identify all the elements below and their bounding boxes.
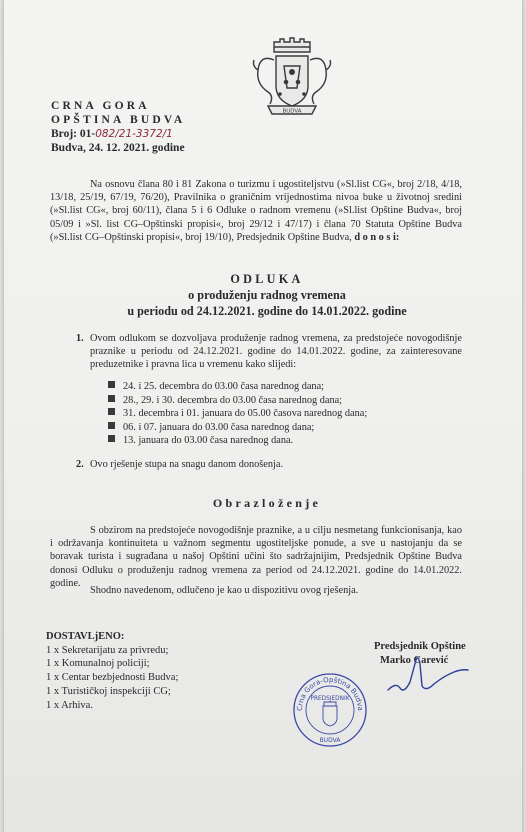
document-page <box>4 0 522 832</box>
preamble-text: Na osnovu člana 80 i 81 Zakona o turizmu i ugostiteljstvu (»Sl.list CG«, broj 2/18, 4/18, 13/18, 25/19, 67/19, 76/20), Pravilnika o graničnim vrijednostima nivoa buke u životnoj sredini (»Sl.list CG«, broj 60/11), člana 5 i 6 Odluke o radnom vremenu (»Sl.list Opštine Budva«, broj 05/09 i »Sl. list CG–Opštinski propisi«, broj 29/12 i 47/17) i člana 70 Statuta Opštine Budva (»Sl.list CG–Opštinski propisi«, broj 19/10), Predsjednik Opštine Budva, <box>50 179 462 243</box>
distribution-item: 1 x Arhiva. <box>46 699 93 711</box>
stamp-center-text: PREDSJEDNIK <box>310 696 350 702</box>
reasoning-title: Obrazloženje <box>212 496 322 510</box>
item1-bullet-list <box>108 380 367 448</box>
decision-title: ODLUKA <box>230 272 304 286</box>
distribution-item: 1 x Centar bezbjednosti Budva; <box>46 672 179 684</box>
reference-label: Broj: 01- <box>51 128 96 140</box>
budva-coat-of-arms <box>250 36 334 122</box>
preamble-paragraph <box>50 178 462 244</box>
distribution-list <box>46 630 178 712</box>
reference-handwritten: 082/21-3372/1 <box>95 128 173 140</box>
crest-banner-text: BUDVA <box>282 108 302 115</box>
square-bullet-icon <box>108 422 115 429</box>
header-municipality: OPŠTINA BUDVA <box>51 114 186 126</box>
stamp-bottom-text: BUDVA <box>319 737 341 744</box>
reasoning-paragraph-2: Shodno navedenom, odlučeno je kao u dispozitivu ovog rješenja. <box>90 585 359 596</box>
square-bullet-icon <box>108 381 115 388</box>
distribution-item: 1 x Turističkoj inspekciji CG; <box>46 685 171 697</box>
distribution-item: 1 x Sekretarijatu za privredu; <box>46 644 169 656</box>
decision-period: u periodu od 24.12.2021. godine do 14.01.2022. godine <box>127 304 407 318</box>
bullet-item: 06. i 07. januara do 03.00 časa narednog dana; <box>108 421 367 435</box>
signature-role: Predsjednik Opštine <box>374 641 466 652</box>
item1-number: 1. <box>76 333 84 344</box>
bullet-item: 31. decembra i 01. januara do 05.00 časova narednog dana; <box>108 407 367 421</box>
reasoning-paragraph-1: S obzirom na predstojeće novogodišnje praznike, a u cilju nesmetang funkcionisanja, kao i održavanja kontinuiteta u važnom segmentu ugostiteljske ponude, a sve u nastojanju da se boravak turista i sugrađana u našoj Opštini učini što sadržajnijim, Predsjednik Opštine Budva donosi Odluku o produženju radnog vremena za period od 24.12.2021. godine do 14.01.2022. godine. <box>50 525 462 589</box>
handwritten-signature <box>382 652 470 698</box>
distribution-item: 1 x Komunalnoj policiji; <box>46 658 150 670</box>
bullet-item: 13. januara do 03.00 časa narednog dana. <box>108 434 367 448</box>
preamble-donosi: d o n o s i: <box>354 231 400 243</box>
stamp-crest-icon <box>323 702 337 726</box>
header-place-date: Budva, 24. 12. 2021. godine <box>51 142 185 154</box>
distribution-title: DOSTAVLjENO: <box>46 631 125 642</box>
bullet-item: 24. i 25. decembra do 03.00 časa narednog dana; <box>108 380 367 394</box>
signature-name: Marko Carević <box>380 655 449 666</box>
item1-text: Ovom odlukom se dozvoljava produženje radnog vremena, za predstojeće novogodišnje praznike u periodu od 24.12.2021. godine do 14.01.2022. godine, za zainteresovane preduzetnike i pravna lica u vremenu kako slijedi: <box>90 333 462 370</box>
decision-subtitle: o produženju radnog vremena <box>188 288 346 302</box>
square-bullet-icon <box>108 408 115 415</box>
header-reference <box>51 128 173 140</box>
square-bullet-icon <box>108 395 115 402</box>
official-stamp <box>290 664 370 752</box>
item2-number: 2. <box>76 459 84 470</box>
bullet-item: 28., 29. i 30. decembra do 03.00 časa narednog dana; <box>108 394 367 408</box>
square-bullet-icon <box>108 435 115 442</box>
header-country: CRNA GORA <box>51 100 150 112</box>
item2-text: Ovo rješenje stupa na snagu danom donošenja. <box>90 459 284 470</box>
stamp-ring-text: Crna Gora-Opština Budva <box>295 675 365 712</box>
